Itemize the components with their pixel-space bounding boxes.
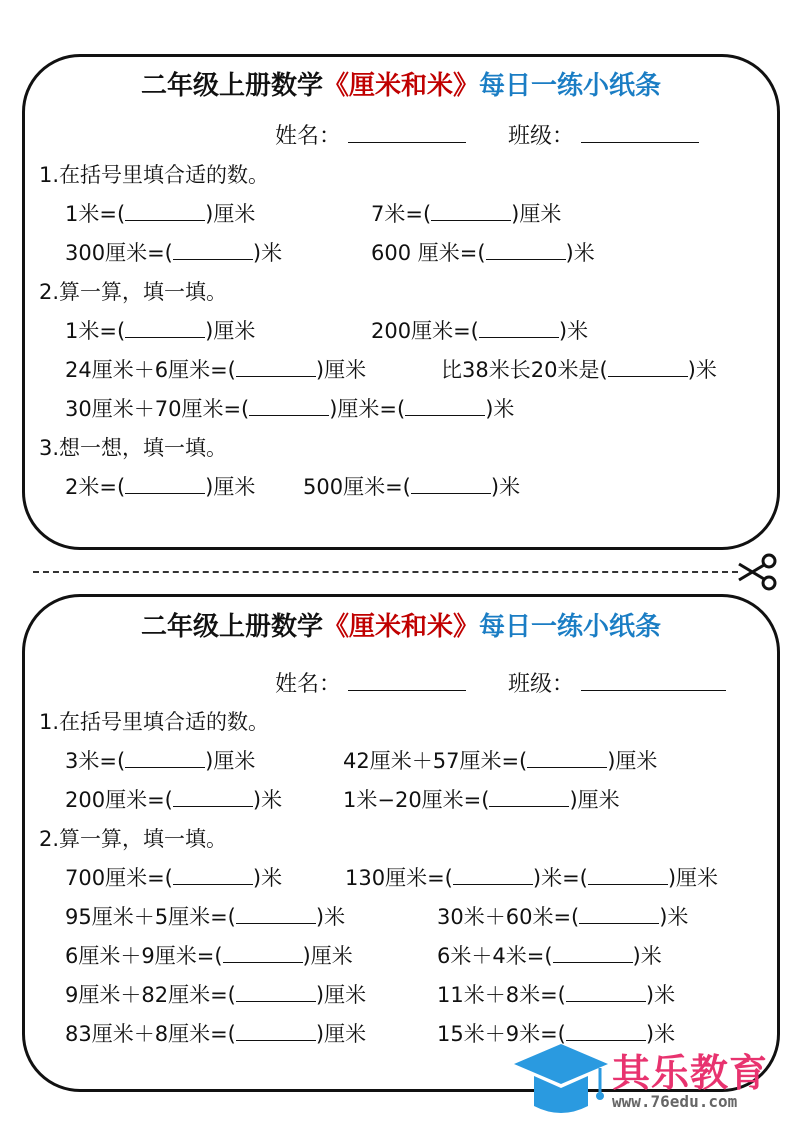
- title-topic: 《厘米和米》: [322, 612, 479, 642]
- problem-text: )米: [490, 475, 521, 499]
- fill-blank-problem: [303, 471, 520, 501]
- answer-blank[interactable]: [566, 1022, 646, 1041]
- problem-text: )厘米=(: [329, 397, 406, 421]
- answer-blank[interactable]: [411, 475, 491, 494]
- fill-blank-problem: [65, 784, 282, 814]
- answer-blank[interactable]: [608, 358, 688, 377]
- fill-blank-problem: [343, 784, 620, 814]
- problem-text: 15米＋9米=(: [437, 1022, 566, 1046]
- problem-text: 11米＋8米=(: [437, 983, 566, 1007]
- problem-text: 1米=(: [65, 319, 126, 343]
- name-class-row: [275, 667, 726, 698]
- answer-blank[interactable]: [249, 397, 329, 416]
- fill-blank-problem: [441, 354, 717, 384]
- brand-logo: [512, 1040, 793, 1122]
- fill-blank-problem: [65, 745, 255, 775]
- answer-blank[interactable]: [431, 202, 511, 221]
- problem-text: )米: [659, 905, 689, 929]
- fill-blank-problem: [437, 979, 675, 1009]
- problem-text: )米: [558, 319, 589, 343]
- problem-text: )厘米: [315, 1022, 367, 1046]
- problem-text: )米: [687, 358, 717, 382]
- name-field[interactable]: [348, 670, 466, 691]
- title-daily: 每日一练小纸条: [479, 612, 662, 642]
- fill-blank-problem: [437, 940, 662, 970]
- problem-text: )米: [315, 905, 346, 929]
- name-class-row: [275, 119, 699, 150]
- title-daily: 每日一练小纸条: [479, 71, 662, 101]
- fill-blank-problem: [343, 745, 657, 775]
- answer-blank[interactable]: [486, 241, 566, 260]
- answer-blank[interactable]: [125, 475, 205, 494]
- answer-blank[interactable]: [125, 749, 205, 768]
- problem-text: )厘米: [315, 983, 367, 1007]
- problem-text: 83厘米＋8厘米=(: [65, 1022, 236, 1046]
- answer-blank[interactable]: [489, 788, 569, 807]
- fill-blank-problem: [65, 862, 282, 892]
- section-heading: 2.算一算，填一填。: [39, 827, 228, 851]
- problem-text: 95厘米＋5厘米=(: [65, 905, 236, 929]
- problem-text: )厘米: [205, 749, 256, 773]
- name-label: 姓名：: [275, 672, 342, 697]
- answer-blank[interactable]: [453, 866, 533, 885]
- problem-text: )厘米: [205, 319, 256, 343]
- problem-text: 1米=(: [65, 202, 126, 226]
- answer-blank[interactable]: [173, 241, 253, 260]
- problem-text: 300厘米=(: [65, 241, 173, 265]
- problem-text: )米: [252, 788, 283, 812]
- answer-blank[interactable]: [236, 905, 316, 924]
- section-heading: 1.在括号里填合适的数。: [39, 163, 270, 187]
- strip-title: [25, 606, 777, 643]
- problem-text: )米: [252, 866, 283, 890]
- logo-name: 其乐教育: [612, 1051, 769, 1095]
- answer-blank[interactable]: [588, 866, 668, 885]
- problem-text: )米: [252, 241, 283, 265]
- fill-blank-problem: [65, 901, 345, 931]
- problem-text: 700厘米=(: [65, 866, 173, 890]
- answer-blank[interactable]: [236, 983, 316, 1002]
- fill-blank-problem: [371, 198, 561, 228]
- problem-text: )厘米: [315, 358, 367, 382]
- cut-line: [33, 571, 738, 573]
- problem-text: )厘米: [205, 475, 256, 499]
- problem-text: 6米＋4米=(: [437, 944, 553, 968]
- problem-text: )米: [645, 983, 676, 1007]
- problem-text: 600 厘米=(: [371, 241, 486, 265]
- name-label: 姓名：: [275, 124, 342, 149]
- problem-text: )米: [632, 944, 662, 968]
- title-grade: 二年级上册数学: [140, 612, 323, 642]
- class-field[interactable]: [581, 670, 726, 691]
- logo-url: www.76edu.com: [612, 1092, 738, 1111]
- class-field[interactable]: [581, 122, 699, 143]
- answer-blank[interactable]: [125, 319, 205, 338]
- problem-text: )米: [565, 241, 595, 265]
- fill-blank-problem: [345, 862, 718, 892]
- fill-blank-problem: [65, 237, 282, 267]
- problem-text: 1米−20厘米=(: [343, 788, 490, 812]
- fill-blank-problem: [65, 471, 255, 501]
- problem-text: )米: [485, 397, 515, 421]
- graduation-cap-icon: [512, 1040, 610, 1120]
- practice-strip-1: [22, 54, 780, 550]
- problem-text: )厘米: [607, 749, 658, 773]
- problem-text: 9厘米＋82厘米=(: [65, 983, 236, 1007]
- problem-text: )厘米: [667, 866, 719, 890]
- problem-text: 42厘米＋57厘米=(: [343, 749, 528, 773]
- scissors-icon: [735, 552, 779, 592]
- problem-text: 2米=(: [65, 475, 126, 499]
- problem-text: 比38米长20米是(: [441, 358, 608, 382]
- problem-text: 30厘米＋70厘米=(: [65, 397, 250, 421]
- class-label: 班级：: [508, 124, 575, 149]
- fill-blank-problem: [65, 940, 353, 970]
- problem-text: )米=(: [532, 866, 588, 890]
- section-heading: 1.在括号里填合适的数。: [39, 710, 270, 734]
- answer-blank[interactable]: [566, 983, 646, 1002]
- title-topic: 《厘米和米》: [322, 71, 479, 101]
- problem-text: 3米=(: [65, 749, 126, 773]
- name-field[interactable]: [348, 122, 466, 143]
- problem-text: )厘米: [205, 202, 256, 226]
- fill-blank-problem: [65, 979, 366, 1009]
- answer-blank[interactable]: [527, 749, 607, 768]
- fill-blank-problem: [437, 901, 688, 931]
- fill-blank-problem: [65, 198, 255, 228]
- problem-text: 500厘米=(: [303, 475, 411, 499]
- problem-text: )厘米: [511, 202, 562, 226]
- answer-blank[interactable]: [236, 358, 316, 377]
- answer-blank[interactable]: [173, 866, 253, 885]
- problem-text: 6厘米＋9厘米=(: [65, 944, 223, 968]
- answer-blank[interactable]: [236, 1022, 316, 1041]
- fill-blank-problem: [65, 1018, 366, 1048]
- answer-blank[interactable]: [553, 944, 633, 963]
- fill-blank-problem: [371, 237, 595, 267]
- fill-blank-problem: [65, 315, 255, 345]
- problem-text: 30米＋60米=(: [437, 905, 580, 929]
- problem-text: 24厘米＋6厘米=(: [65, 358, 236, 382]
- title-grade: 二年级上册数学: [140, 71, 323, 101]
- problem-text: )米: [645, 1022, 676, 1046]
- problem-text: )厘米: [302, 944, 353, 968]
- class-label: 班级：: [508, 672, 575, 697]
- strip-title: [25, 65, 777, 102]
- section-heading: 3.想一想，填一填。: [39, 436, 228, 460]
- fill-blank-problem: [65, 393, 514, 423]
- answer-blank[interactable]: [223, 944, 303, 963]
- fill-blank-problem: [65, 354, 366, 384]
- problem-text: 7米=(: [371, 202, 432, 226]
- practice-strip-2: [22, 594, 780, 1092]
- problem-text: 200厘米=(: [371, 319, 479, 343]
- answer-blank[interactable]: [125, 202, 205, 221]
- problem-text: 200厘米=(: [65, 788, 173, 812]
- problem-text: 130厘米=(: [345, 866, 453, 890]
- section-heading: 2.算一算，填一填。: [39, 280, 228, 304]
- fill-blank-problem: [371, 315, 588, 345]
- answer-blank[interactable]: [173, 788, 253, 807]
- problem-text: )厘米: [569, 788, 620, 812]
- answer-blank[interactable]: [579, 905, 659, 924]
- answer-blank[interactable]: [405, 397, 485, 416]
- answer-blank[interactable]: [479, 319, 559, 338]
